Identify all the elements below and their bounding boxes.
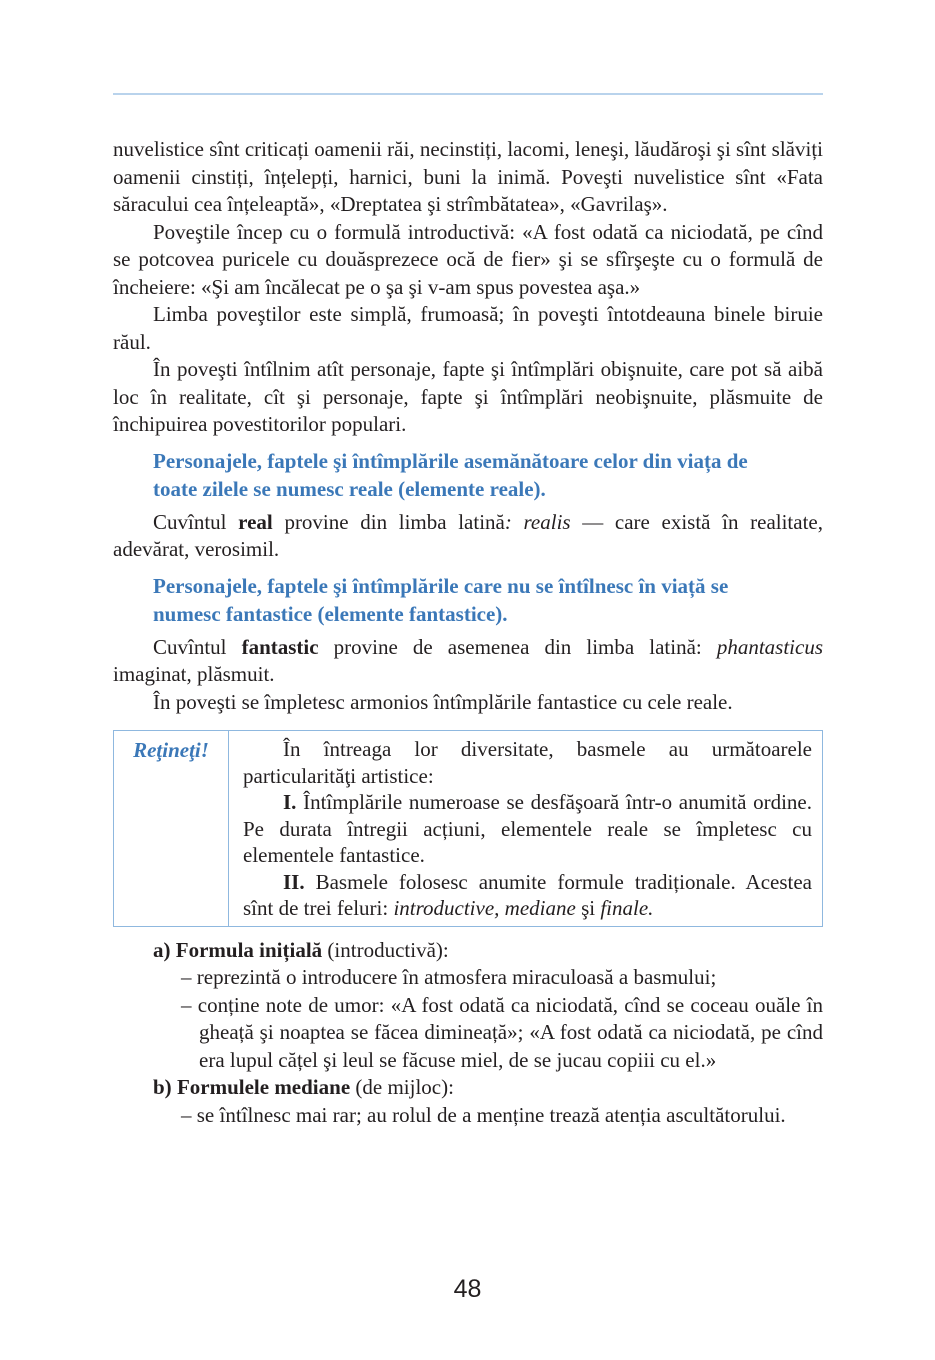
formula-b-heading xyxy=(113,1074,823,1102)
kinds-italic: introductive, mediane xyxy=(393,896,576,920)
formula-b-sub: (de mijloc): xyxy=(350,1075,454,1099)
text: — care există în realitate, adevărat, verosimil. xyxy=(113,509,823,561)
term-real: real xyxy=(238,509,273,534)
paragraph-nuvelistice: nuvelistice sînt criticați oamenii răi, necinstiți, lacomi, leneşi, lăudăroşi şi sînt slăviți oamenii cinstiți, înțelepți, harnici, buni la inimă. Poveşti nuvelistice sînt «Fata săracului cea înțeleaptă», «Dreptatea şi strîmbătatea», «Gavrilaş». xyxy=(113,137,823,216)
header-rule xyxy=(113,93,823,95)
text: imaginat, plăsmuit. xyxy=(113,662,275,686)
page-content xyxy=(113,136,823,1129)
definition-real: Personajele, faptele şi întîmplările asemănătoare celor din viața de toate zilele se numesc reale (elemente reale). xyxy=(153,448,748,501)
text: şi xyxy=(575,896,601,920)
paragraph-word-real xyxy=(113,509,823,564)
text: Cuvîntul xyxy=(153,634,242,659)
point-text: Întîmplările numeroase se desfăşoară într-o anumită ordine. Pe durata întregii acțiuni, elementele reale se împletesc cu elementele fantastice. xyxy=(243,790,812,867)
retineti-body xyxy=(229,731,822,926)
text: provine de asemenea din limba latină: xyxy=(318,634,717,659)
text: Cuvîntul xyxy=(153,509,239,534)
formula-a-title: Formula inițială xyxy=(175,937,323,962)
paragraph-interweave: În poveşti se împletesc armonios întîmplările fantastice cu cele reale. xyxy=(153,689,733,714)
definition-fantastic: Personajele, faptele şi întîmplările care nu se întîlnesc în viață se numesc fantastice (elemente fantastice). xyxy=(153,573,729,626)
formula-b-title: Formulele mediane xyxy=(176,1075,351,1099)
point-text: Basmele folosesc anumite formule tradiționale. Acestea sînt de trei feluri: xyxy=(243,869,812,920)
retineti-intro: În întreaga lor diversitate, basmele au următoarele particularităţi artistice: xyxy=(243,737,812,788)
list-item: – se întîlnesc mai rar; au rolul de a menține trează atenția ascultătorului. xyxy=(181,1102,786,1127)
text: provine din limba latină xyxy=(272,509,505,534)
retineti-box xyxy=(113,730,823,927)
formula-list xyxy=(113,937,823,1130)
term-fantastic: fantastic xyxy=(241,634,319,659)
latin-phantasticus: phantasticus xyxy=(716,634,824,659)
text: : xyxy=(504,509,524,534)
latin-realis: realis xyxy=(523,509,571,534)
list-item: – conține note de umor: «A fost odată ca niciodată, cînd se coceau ouăle în gheață şi noaptea se făcea dimineață»; «A fost odată ca niciodată, pe cînd era lupul cățel şi leul se făcuse miel, de se jucau copiii cu el.» xyxy=(181,992,823,1072)
page-number: 48 xyxy=(453,1275,482,1303)
point-number: II. xyxy=(283,869,305,894)
paragraph-word-fantastic xyxy=(113,634,823,689)
list-letter: b) xyxy=(153,1075,177,1099)
list-item: – reprezintă o introducere în atmosfera miraculoasă a basmului; xyxy=(181,965,717,989)
formula-a-heading xyxy=(113,937,823,965)
retineti-point-1 xyxy=(243,789,812,869)
paragraph-language: Limba poveştilor este simplă, frumoasă; în poveşti întotdeauna binele biruie răul. xyxy=(113,302,823,354)
retineti-point-2 xyxy=(243,869,812,922)
point-number: I. xyxy=(283,790,297,814)
final-italic: finale. xyxy=(600,896,654,920)
paragraph-formulas: Poveştile încep cu o formulă introductivă: «A fost odată ca niciodată, pe cînd se potcovea puricele cu douăsprezece ocă de fier» şi se sfîrşeşte cu o formulă de încheiere: «Şi am încălecat pe o şa şi v-am spus povestea aşa.» xyxy=(113,219,823,299)
formula-a-sub: (introductivă): xyxy=(322,937,449,962)
paragraph-characters: În poveşti întîlnim atît personaje, fapte şi întîmplări obişnuite, care pot să aibă loc în realitate, cît şi personaje, fapte şi întîmplări neobişnuite, plăsmuite de închipuirea povestitorilor populari. xyxy=(113,357,823,436)
retineti-label: Reţineţi! xyxy=(114,731,229,926)
list-letter: a) xyxy=(153,937,176,962)
